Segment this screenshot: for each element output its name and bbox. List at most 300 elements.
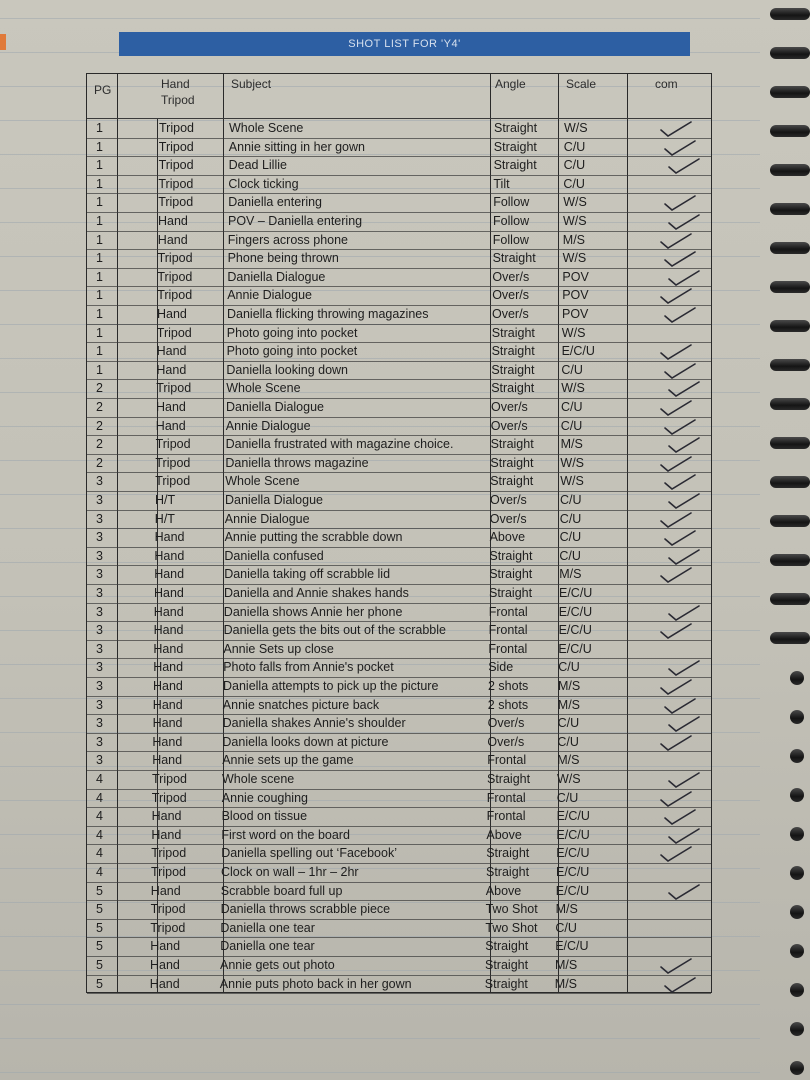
row-divider — [87, 789, 711, 790]
cell-subject: Dead Lillie — [228, 158, 287, 173]
cell-angle: Straight — [491, 381, 535, 396]
cell-angle: Straight — [491, 325, 535, 340]
cell-subject: Scrabble board full up — [220, 883, 343, 898]
checkmark-icon — [659, 343, 693, 361]
row-divider — [87, 714, 711, 715]
checkmark-icon — [667, 659, 701, 677]
cell-angle: Above — [489, 530, 526, 545]
cell-pg: 3 — [96, 511, 103, 526]
cell-mount: Tripod — [157, 251, 193, 266]
cell-scale: C/U — [561, 400, 583, 414]
spiral-coil — [770, 593, 810, 605]
cell-scale: C/U — [557, 734, 579, 749]
cell-mount: Tripod — [151, 846, 187, 861]
row-divider — [87, 342, 711, 343]
spiral-coil — [790, 710, 804, 724]
cell-angle: Straight — [490, 474, 534, 489]
cell-angle: Frontal — [486, 790, 526, 805]
row-divider — [87, 193, 711, 194]
checkmark-icon — [659, 845, 693, 863]
cell-pg: 2 — [96, 418, 103, 433]
cell-mount: Hand — [153, 604, 184, 619]
cell-subject: Daniella one tear — [220, 920, 315, 935]
cell-mount: Tripod — [155, 437, 191, 452]
row-divider — [87, 435, 711, 436]
row-divider — [87, 975, 711, 976]
cell-angle: Follow — [493, 214, 530, 228]
cell-pg: 5 — [96, 920, 103, 935]
checkmark-icon — [667, 715, 701, 733]
header-scale: Scale — [566, 77, 597, 91]
cell-subject: Annie putting the scrabble down — [224, 530, 403, 545]
cell-scale: M/S — [558, 679, 581, 693]
cell-pg: 1 — [96, 269, 103, 284]
cell-mount: Tripod — [158, 139, 194, 154]
cell-scale: E/C/U — [558, 623, 592, 638]
cell-mount: Tripod — [157, 288, 193, 303]
checkmark-icon — [663, 139, 697, 157]
spiral-coil — [770, 203, 810, 215]
cell-subject: Daniella throws magazine — [225, 455, 369, 470]
cell-scale: C/U — [559, 548, 581, 563]
cell-angle: Frontal — [488, 641, 528, 656]
cell-mount: Tripod — [151, 790, 187, 805]
cell-subject: Daniella Dialogue — [227, 269, 326, 284]
cell-angle: Straight — [485, 958, 529, 972]
cell-mount: Hand — [156, 362, 187, 377]
cell-scale: C/U — [563, 158, 586, 173]
header-pg: PG — [94, 83, 112, 97]
cell-scale: M/S — [555, 958, 578, 972]
checkmark-icon — [667, 827, 701, 845]
cell-subject: Daniella gets the bits out of the scrabble — [223, 623, 446, 638]
spiral-coil — [770, 515, 810, 527]
cell-pg: 5 — [96, 902, 103, 917]
cell-mount: Hand — [154, 530, 185, 545]
cell-subject: Annie coughing — [221, 790, 308, 805]
spiral-coil — [770, 632, 810, 644]
header-tripod: Tripod — [161, 93, 195, 107]
header-subject: Subject — [231, 77, 272, 91]
cell-mount: Tripod — [157, 269, 193, 284]
cell-scale: M/S — [554, 976, 578, 991]
cell-scale: E/C/U — [556, 865, 590, 879]
cell-subject: Annie Dialogue — [227, 288, 312, 303]
cell-scale: E/C/U — [556, 809, 590, 824]
cell-pg: 3 — [96, 623, 103, 638]
ruled-line — [0, 18, 760, 19]
cell-subject: Whole Scene — [226, 381, 301, 396]
ruled-line — [0, 1038, 760, 1039]
cell-angle: Straight — [486, 865, 530, 879]
row-divider — [87, 640, 711, 641]
checkmark-icon — [667, 157, 701, 175]
checkmark-icon — [667, 771, 701, 789]
cell-mount: Hand — [153, 623, 184, 638]
checkmark-icon — [667, 883, 701, 901]
checkmark-icon — [659, 734, 693, 752]
cell-angle: Straight — [487, 772, 531, 786]
cell-scale: M/S — [562, 232, 586, 247]
spiral-coil — [790, 866, 804, 880]
cell-angle: Straight — [493, 139, 537, 154]
cell-pg: 4 — [96, 846, 103, 861]
row-divider — [87, 324, 711, 325]
cell-scale: W/S — [562, 251, 587, 266]
checkmark-icon — [663, 362, 697, 380]
cell-subject: Daniella frustrated with magazine choice. — [225, 437, 454, 452]
cell-scale: C/U — [561, 362, 583, 377]
cell-mount: Hand — [152, 734, 183, 749]
header-divider — [87, 118, 711, 119]
cell-mount: H/T — [155, 493, 176, 507]
cell-pg: 3 — [96, 660, 103, 675]
cell-scale: E/C/U — [556, 846, 590, 861]
cell-pg: 2 — [96, 455, 103, 470]
cell-scale: W/S — [563, 195, 587, 210]
spiral-coil — [770, 164, 810, 176]
spiral-coil — [770, 242, 810, 254]
cell-subject: Daniella taking off scrabble lid — [224, 567, 391, 582]
cell-mount: Tripod — [150, 902, 186, 917]
cell-scale: M/S — [555, 902, 578, 917]
spiral-coil — [790, 944, 804, 958]
cell-subject: Daniella Dialogue — [226, 400, 324, 414]
cell-subject: Annie gets out photo — [220, 958, 335, 972]
row-divider — [87, 417, 711, 418]
row-divider — [87, 826, 711, 827]
row-divider — [87, 937, 711, 938]
checkmark-icon — [659, 957, 693, 975]
cell-angle: 2 shots — [487, 697, 529, 712]
checkmark-icon — [663, 976, 697, 994]
cell-pg: 4 — [96, 772, 103, 786]
cell-scale: W/S — [560, 455, 584, 470]
row-divider — [87, 454, 711, 455]
cell-angle: Straight — [485, 939, 529, 954]
cell-pg: 3 — [96, 734, 103, 749]
cell-mount: Tripod — [156, 325, 192, 340]
cell-pg: 3 — [96, 641, 103, 656]
cell-angle: Straight — [489, 586, 533, 600]
spiral-coil — [770, 476, 810, 488]
cell-scale: E/C/U — [558, 641, 592, 656]
cell-angle: Straight — [491, 362, 535, 377]
checkmark-icon — [659, 511, 693, 529]
cell-pg: 1 — [96, 288, 103, 303]
checkmark-icon — [663, 697, 697, 715]
cell-pg: 1 — [96, 158, 103, 173]
cell-scale: E/C/U — [559, 586, 593, 600]
row-divider — [87, 305, 711, 306]
cell-mount: Tripod — [159, 121, 194, 135]
checkmark-icon — [659, 232, 693, 250]
cell-angle: Straight — [492, 251, 536, 266]
cell-mount: Hand — [152, 716, 183, 731]
checkmark-icon — [663, 250, 697, 268]
cell-mount: Hand — [156, 344, 187, 359]
cell-pg: 3 — [96, 697, 103, 712]
cell-angle: Frontal — [488, 623, 528, 638]
cell-subject: Phone being thrown — [227, 251, 339, 266]
checkmark-icon — [659, 622, 693, 640]
cell-mount: Hand — [157, 232, 188, 247]
cell-subject: Daniella spelling out ‘Facebook’ — [221, 846, 397, 861]
cell-subject: Photo going into pocket — [226, 344, 358, 359]
checkmark-icon — [663, 808, 697, 826]
spiral-coil — [770, 554, 810, 566]
cell-subject: Daniella attempts to pick up the picture — [223, 679, 439, 693]
spiral-coil — [790, 827, 804, 841]
cell-subject: Photo falls from Annie's pocket — [223, 660, 394, 675]
cell-mount: Hand — [152, 697, 183, 712]
cell-mount: Tripod — [155, 455, 191, 470]
cell-angle: Two Shot — [485, 902, 538, 917]
checkmark-icon — [667, 548, 701, 566]
cell-angle: Over/s — [492, 307, 529, 321]
cell-pg: 4 — [96, 865, 103, 879]
row-divider — [87, 751, 711, 752]
cell-pg: 1 — [96, 121, 103, 135]
cell-pg: 5 — [96, 883, 103, 898]
cell-pg: 2 — [96, 400, 103, 414]
cell-scale: W/S — [561, 325, 586, 340]
cell-angle: Straight — [484, 976, 528, 991]
cell-subject: Blood on tissue — [221, 809, 308, 824]
checkmark-icon — [659, 120, 693, 138]
cell-pg: 4 — [96, 827, 103, 842]
cell-pg: 4 — [96, 809, 103, 824]
checkmark-icon — [667, 436, 701, 454]
cell-scale: C/U — [557, 716, 580, 731]
header-hand: Hand — [161, 77, 190, 91]
cell-pg: 1 — [96, 362, 103, 377]
cell-scale: M/S — [557, 697, 581, 712]
cell-pg: 1 — [96, 139, 103, 154]
cell-angle: Straight — [489, 548, 533, 563]
row-divider — [87, 863, 711, 864]
row-divider — [87, 956, 711, 957]
cell-subject: Whole scene — [222, 772, 295, 786]
row-divider — [87, 156, 711, 157]
cell-mount: Hand — [154, 548, 185, 563]
cell-angle: 2 shots — [488, 679, 529, 693]
checkmark-icon — [667, 604, 701, 622]
cell-mount: H/T — [154, 511, 175, 526]
cell-pg: 1 — [96, 325, 103, 340]
row-divider — [87, 138, 711, 139]
cell-angle: Above — [485, 883, 522, 898]
cell-scale: C/U — [559, 511, 582, 526]
row-divider — [87, 175, 711, 176]
cell-mount: Hand — [158, 214, 188, 228]
cell-mount: Hand — [149, 976, 180, 991]
cell-subject: Daniella throws scrabble piece — [220, 902, 391, 917]
cell-angle: Side — [488, 660, 514, 675]
cell-scale: POV — [562, 307, 589, 321]
cell-scale: C/U — [563, 176, 585, 191]
cell-angle: Straight — [491, 344, 535, 359]
checkmark-icon — [663, 529, 697, 547]
orange-tab — [0, 34, 6, 50]
cell-angle: Over/s — [490, 493, 527, 507]
checkmark-icon — [663, 418, 697, 436]
cell-mount: Hand — [152, 753, 183, 768]
row-divider — [87, 919, 711, 920]
checkmark-icon — [663, 306, 697, 324]
cell-subject: First word on the board — [221, 827, 350, 842]
cell-scale: POV — [562, 288, 589, 303]
row-divider — [87, 844, 711, 845]
row-divider — [87, 212, 711, 213]
spiral-coil — [790, 788, 804, 802]
cell-mount: Hand — [151, 809, 182, 824]
cell-subject: Annie Dialogue — [225, 418, 311, 433]
cell-mount: Hand — [153, 641, 184, 656]
cell-pg: 2 — [96, 437, 103, 452]
checkmark-icon — [659, 399, 693, 417]
cell-subject: Annie Dialogue — [224, 511, 310, 526]
row-divider — [87, 584, 711, 585]
cell-pg: 1 — [96, 307, 103, 321]
cell-subject: Daniella shows Annie her phone — [223, 604, 403, 619]
row-divider — [87, 528, 711, 529]
cell-subject: Daniella confused — [224, 548, 324, 563]
cell-subject: Daniella looks down at picture — [222, 734, 389, 749]
cell-subject: Daniella entering — [228, 195, 322, 210]
cell-angle: Over/s — [492, 288, 529, 303]
spiral-coil — [770, 8, 810, 20]
cell-mount: Tripod — [151, 865, 186, 879]
cell-angle: Follow — [492, 232, 529, 247]
cell-subject: Whole Scene — [229, 121, 304, 135]
cell-subject: Annie sitting in her gown — [228, 139, 365, 154]
row-divider — [87, 603, 711, 604]
cell-mount: Hand — [150, 883, 181, 898]
row-divider — [87, 249, 711, 250]
checkmark-icon — [659, 678, 693, 696]
spiral-coil — [770, 398, 810, 410]
cell-mount: Hand — [155, 418, 186, 433]
spiral-coil — [790, 1061, 804, 1075]
cell-scale: E/C/U — [558, 604, 593, 619]
row-divider — [87, 733, 711, 734]
cell-mount: Hand — [154, 567, 185, 582]
header-com: com — [655, 77, 678, 91]
cell-scale: C/U — [560, 493, 582, 507]
shot-list-table — [86, 73, 712, 993]
cell-mount: Hand — [150, 939, 181, 954]
spiral-coil — [770, 437, 810, 449]
cell-scale: POV — [562, 269, 589, 284]
spiral-coil — [770, 281, 810, 293]
cell-angle: Over/s — [487, 734, 525, 749]
checkmark-icon — [659, 287, 693, 305]
row-divider — [87, 900, 711, 901]
cell-pg: 3 — [96, 530, 103, 545]
cell-scale: E/C/U — [561, 344, 595, 359]
checkmark-icon — [667, 380, 701, 398]
cell-scale: W/S — [561, 381, 585, 396]
cell-angle: Over/s — [491, 400, 528, 414]
cell-scale: W/S — [560, 474, 584, 489]
row-divider — [87, 770, 711, 771]
header-angle: Angle — [495, 77, 526, 91]
row-divider — [87, 398, 711, 399]
cell-scale: M/S — [557, 753, 580, 768]
row-divider — [87, 491, 711, 492]
page-title: SHOT LIST FOR 'Y4' — [348, 38, 461, 50]
spiral-coil — [770, 86, 810, 98]
cell-mount: Hand — [150, 958, 180, 972]
spiral-coil — [790, 671, 804, 685]
cell-angle: Frontal — [487, 753, 527, 768]
spiral-coil — [770, 47, 810, 59]
cell-scale: W/S — [557, 772, 581, 786]
row-divider — [87, 658, 711, 659]
cell-angle: Frontal — [486, 809, 526, 824]
cell-subject: Daniella flicking throwing magazines — [227, 307, 429, 321]
cell-angle: Straight — [494, 121, 538, 135]
cell-subject: Daniella shakes Annie's shoulder — [222, 716, 406, 731]
cell-pg: 3 — [96, 567, 103, 582]
cell-scale: C/U — [558, 660, 580, 675]
row-divider — [87, 472, 711, 473]
cell-scale: W/S — [564, 121, 588, 135]
cell-angle: Straight — [486, 846, 530, 861]
cell-mount: Hand — [157, 307, 187, 321]
row-divider — [87, 882, 711, 883]
cell-pg: 4 — [96, 790, 103, 805]
cell-subject: POV – Daniella entering — [228, 214, 363, 228]
cell-mount: Hand — [156, 400, 186, 414]
row-divider — [87, 231, 711, 232]
cell-mount: Hand — [153, 660, 184, 675]
cell-scale: C/U — [563, 139, 586, 154]
cell-angle: Over/s — [487, 716, 525, 731]
cell-pg: 5 — [96, 976, 103, 991]
checkmark-icon — [659, 790, 693, 808]
cell-subject: Annie puts photo back in her gown — [219, 976, 412, 991]
row-divider — [87, 510, 711, 511]
cell-pg: 1 — [96, 344, 103, 359]
cell-pg: 2 — [96, 381, 103, 396]
cell-pg: 1 — [96, 214, 103, 228]
cell-mount: Tripod — [158, 176, 194, 191]
cell-mount: Tripod — [158, 195, 194, 210]
cell-angle: Straight — [490, 455, 534, 470]
cell-scale: W/S — [563, 214, 587, 228]
checkmark-icon — [663, 194, 697, 212]
cell-mount: Tripod — [155, 474, 191, 489]
cell-angle: Straight — [490, 437, 534, 452]
row-divider — [87, 677, 711, 678]
cell-pg: 3 — [96, 679, 103, 693]
cell-scale: M/S — [560, 437, 583, 452]
cell-angle: Over/s — [492, 269, 530, 284]
row-divider — [87, 286, 711, 287]
row-divider — [87, 565, 711, 566]
cell-scale: E/C/U — [556, 827, 590, 842]
cell-pg: 5 — [96, 939, 103, 954]
ruled-line — [0, 1072, 760, 1073]
cell-pg: 3 — [96, 604, 103, 619]
cell-pg: 3 — [96, 548, 103, 563]
checkmark-icon — [667, 492, 701, 510]
cell-angle: Two Shot — [485, 920, 538, 935]
spiral-coil — [790, 1022, 804, 1036]
cell-mount: Tripod — [150, 920, 186, 935]
